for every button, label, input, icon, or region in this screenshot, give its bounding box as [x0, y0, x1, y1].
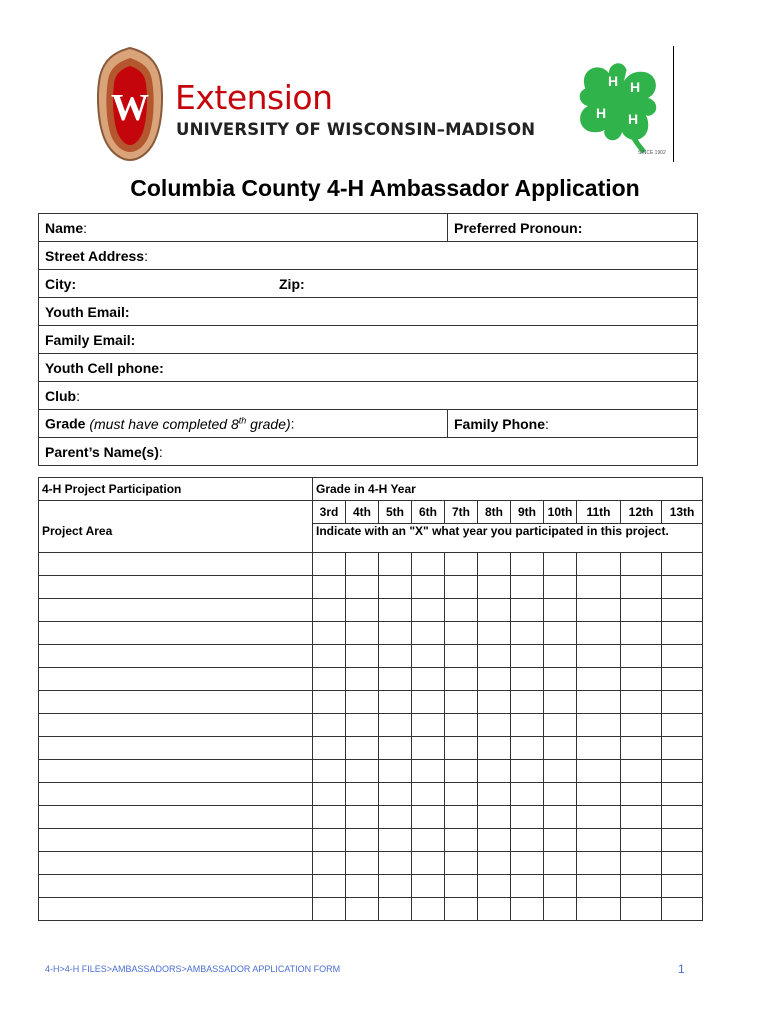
year-checkbox-cell[interactable] [662, 737, 703, 760]
year-checkbox-cell[interactable] [478, 599, 511, 622]
year-checkbox-cell[interactable] [379, 714, 412, 737]
year-checkbox-cell[interactable] [577, 668, 621, 691]
year-checkbox-cell[interactable] [445, 829, 478, 852]
project-row [39, 576, 703, 599]
year-checkbox-cell[interactable] [577, 714, 621, 737]
year-checkbox-cell[interactable] [478, 852, 511, 875]
year-checkbox-cell[interactable] [313, 806, 346, 829]
year-checkbox-cell[interactable] [412, 806, 445, 829]
project-row [39, 852, 703, 875]
year-checkbox-cell[interactable] [313, 691, 346, 714]
extension-wordmark: Extension [175, 78, 333, 117]
year-checkbox-cell[interactable] [346, 576, 379, 599]
year-checkbox-cell[interactable] [478, 760, 511, 783]
project-area-cell[interactable] [39, 829, 313, 852]
year-checkbox-cell[interactable] [478, 668, 511, 691]
project-row [39, 645, 703, 668]
year-checkbox-cell[interactable] [511, 714, 544, 737]
year-checkbox-cell[interactable] [577, 691, 621, 714]
year-checkbox-cell[interactable] [313, 714, 346, 737]
year-checkbox-cell[interactable] [412, 714, 445, 737]
year-header: 3rd [313, 501, 346, 524]
year-header: 11th [577, 501, 621, 524]
year-checkbox-cell[interactable] [621, 622, 662, 645]
year-checkbox-cell[interactable] [379, 898, 412, 921]
year-checkbox-cell[interactable] [412, 599, 445, 622]
year-checkbox-cell[interactable] [511, 898, 544, 921]
name-field[interactable]: Name: [39, 214, 448, 242]
year-checkbox-cell[interactable] [445, 783, 478, 806]
year-checkbox-cell[interactable] [662, 599, 703, 622]
year-checkbox-cell[interactable] [313, 599, 346, 622]
year-checkbox-cell[interactable] [511, 622, 544, 645]
year-checkbox-cell[interactable] [346, 852, 379, 875]
project-area-cell[interactable] [39, 668, 313, 691]
uw-crest-logo [94, 46, 166, 162]
header-divider [673, 46, 674, 162]
year-checkbox-cell[interactable] [346, 599, 379, 622]
youth-cell-field[interactable]: Youth Cell phone: [39, 354, 698, 382]
university-name: UNIVERSITY OF WISCONSIN–MADISON [176, 120, 536, 139]
year-checkbox-cell[interactable] [346, 691, 379, 714]
year-checkbox-cell[interactable] [379, 852, 412, 875]
year-checkbox-cell[interactable] [544, 599, 577, 622]
grade-field[interactable]: Grade (must have completed 8th grade): [39, 410, 448, 438]
year-checkbox-cell[interactable] [379, 760, 412, 783]
year-checkbox-cell[interactable] [445, 852, 478, 875]
year-checkbox-cell[interactable] [313, 553, 346, 576]
year-checkbox-cell[interactable] [412, 691, 445, 714]
year-checkbox-cell[interactable] [662, 645, 703, 668]
year-checkbox-cell[interactable] [478, 714, 511, 737]
year-checkbox-cell[interactable] [346, 898, 379, 921]
year-checkbox-cell[interactable] [346, 737, 379, 760]
project-row [39, 691, 703, 714]
year-checkbox-cell[interactable] [412, 668, 445, 691]
year-checkbox-cell[interactable] [577, 737, 621, 760]
year-checkbox-cell[interactable] [379, 599, 412, 622]
year-checkbox-cell[interactable] [313, 783, 346, 806]
year-checkbox-cell[interactable] [478, 645, 511, 668]
year-checkbox-cell[interactable] [511, 852, 544, 875]
4h-clover-logo [568, 52, 668, 158]
clover-since: SINCE 1902 [638, 150, 666, 156]
year-checkbox-cell[interactable] [544, 691, 577, 714]
year-checkbox-cell[interactable] [511, 599, 544, 622]
project-area-cell[interactable] [39, 576, 313, 599]
project-row [39, 714, 703, 737]
year-checkbox-cell[interactable] [379, 829, 412, 852]
year-checkbox-cell[interactable] [313, 645, 346, 668]
year-checkbox-cell[interactable] [662, 783, 703, 806]
year-checkbox-cell[interactable] [662, 760, 703, 783]
year-checkbox-cell[interactable] [313, 760, 346, 783]
year-checkbox-cell[interactable] [445, 553, 478, 576]
year-checkbox-cell[interactable] [662, 576, 703, 599]
year-checkbox-cell[interactable] [478, 691, 511, 714]
project-row [39, 622, 703, 645]
year-checkbox-cell[interactable] [412, 852, 445, 875]
year-checkbox-cell[interactable] [511, 576, 544, 599]
year-checkbox-cell[interactable] [621, 645, 662, 668]
applicant-info-table [38, 213, 698, 466]
year-checkbox-cell[interactable] [544, 829, 577, 852]
year-checkbox-cell[interactable] [478, 875, 511, 898]
project-area-cell[interactable] [39, 852, 313, 875]
year-checkbox-cell[interactable] [379, 691, 412, 714]
year-checkbox-cell[interactable] [379, 622, 412, 645]
year-checkbox-cell[interactable] [577, 760, 621, 783]
clover-letter: H [596, 105, 607, 121]
year-checkbox-cell[interactable] [511, 737, 544, 760]
year-checkbox-cell[interactable] [621, 806, 662, 829]
year-checkbox-cell[interactable] [621, 737, 662, 760]
year-checkbox-cell[interactable] [346, 668, 379, 691]
year-checkbox-cell[interactable] [621, 852, 662, 875]
year-checkbox-cell[interactable] [544, 875, 577, 898]
year-checkbox-cell[interactable] [577, 645, 621, 668]
year-checkbox-cell[interactable] [313, 875, 346, 898]
project-participation-label: 4-H Project Participation [39, 478, 313, 501]
year-checkbox-cell[interactable] [662, 806, 703, 829]
year-checkbox-cell[interactable] [621, 760, 662, 783]
year-header: 10th [544, 501, 577, 524]
project-area-cell[interactable] [39, 553, 313, 576]
year-checkbox-cell[interactable] [662, 691, 703, 714]
year-checkbox-cell[interactable] [313, 898, 346, 921]
year-checkbox-cell[interactable] [621, 576, 662, 599]
year-checkbox-cell[interactable] [621, 714, 662, 737]
parents-name-field[interactable]: Parent’s Name(s): [39, 438, 698, 466]
year-header: 13th [662, 501, 703, 524]
year-checkbox-cell[interactable] [379, 783, 412, 806]
year-checkbox-cell[interactable] [313, 852, 346, 875]
year-checkbox-cell[interactable] [445, 599, 478, 622]
year-header: 8th [478, 501, 511, 524]
year-checkbox-cell[interactable] [544, 645, 577, 668]
year-checkbox-cell[interactable] [511, 553, 544, 576]
instruction-text: Indicate with an "X" what year you participated in this project. [313, 524, 703, 553]
year-checkbox-cell[interactable] [445, 737, 478, 760]
year-checkbox-cell[interactable] [412, 783, 445, 806]
year-checkbox-cell[interactable] [412, 645, 445, 668]
year-checkbox-cell[interactable] [511, 645, 544, 668]
year-header: 4th [346, 501, 379, 524]
year-checkbox-cell[interactable] [346, 806, 379, 829]
year-checkbox-cell[interactable] [662, 622, 703, 645]
year-checkbox-cell[interactable] [544, 553, 577, 576]
year-checkbox-cell[interactable] [511, 760, 544, 783]
year-checkbox-cell[interactable] [379, 737, 412, 760]
project-area-cell[interactable] [39, 760, 313, 783]
project-area-cell[interactable] [39, 806, 313, 829]
year-checkbox-cell[interactable] [346, 622, 379, 645]
project-row [39, 760, 703, 783]
year-checkbox-cell[interactable] [621, 829, 662, 852]
year-checkbox-cell[interactable] [412, 576, 445, 599]
project-row [39, 875, 703, 898]
year-checkbox-cell[interactable] [412, 553, 445, 576]
clover-letter: H [630, 79, 641, 95]
year-checkbox-cell[interactable] [313, 622, 346, 645]
year-checkbox-cell[interactable] [511, 668, 544, 691]
year-checkbox-cell[interactable] [621, 553, 662, 576]
year-checkbox-cell[interactable] [478, 622, 511, 645]
year-checkbox-cell[interactable] [445, 645, 478, 668]
year-checkbox-cell[interactable] [478, 576, 511, 599]
year-checkbox-cell[interactable] [544, 806, 577, 829]
year-header: 7th [445, 501, 478, 524]
year-checkbox-cell[interactable] [544, 852, 577, 875]
year-checkbox-cell[interactable] [511, 806, 544, 829]
year-checkbox-cell[interactable] [346, 829, 379, 852]
year-header: 12th [621, 501, 662, 524]
project-row [39, 829, 703, 852]
page-title: Columbia County 4-H Ambassador Application [130, 175, 640, 201]
year-checkbox-cell[interactable] [511, 783, 544, 806]
grade-year-label: Grade in 4-H Year [313, 478, 703, 501]
year-checkbox-cell[interactable] [577, 553, 621, 576]
project-area-cell[interactable] [39, 691, 313, 714]
year-checkbox-cell[interactable] [346, 645, 379, 668]
year-checkbox-cell[interactable] [379, 875, 412, 898]
project-area-cell[interactable] [39, 645, 313, 668]
year-checkbox-cell[interactable] [445, 760, 478, 783]
year-checkbox-cell[interactable] [662, 553, 703, 576]
year-checkbox-cell[interactable] [662, 829, 703, 852]
year-checkbox-cell[interactable] [621, 668, 662, 691]
year-checkbox-cell[interactable] [379, 668, 412, 691]
year-checkbox-cell[interactable] [478, 737, 511, 760]
year-checkbox-cell[interactable] [379, 806, 412, 829]
year-checkbox-cell[interactable] [662, 898, 703, 921]
year-checkbox-cell[interactable] [511, 691, 544, 714]
year-checkbox-cell[interactable] [445, 576, 478, 599]
year-checkbox-cell[interactable] [313, 829, 346, 852]
year-checkbox-cell[interactable] [445, 668, 478, 691]
city-zip-field[interactable]: City: Zip: [39, 270, 698, 298]
year-checkbox-cell[interactable] [577, 898, 621, 921]
year-checkbox-cell[interactable] [313, 737, 346, 760]
year-checkbox-cell[interactable] [577, 875, 621, 898]
year-checkbox-cell[interactable] [544, 714, 577, 737]
year-checkbox-cell[interactable] [478, 553, 511, 576]
year-checkbox-cell[interactable] [412, 737, 445, 760]
year-checkbox-cell[interactable] [544, 760, 577, 783]
project-row [39, 783, 703, 806]
year-checkbox-cell[interactable] [577, 576, 621, 599]
street-address-field[interactable]: Street Address: [39, 242, 698, 270]
project-row [39, 668, 703, 691]
year-checkbox-cell[interactable] [662, 714, 703, 737]
year-checkbox-cell[interactable] [445, 622, 478, 645]
year-checkbox-cell[interactable] [379, 645, 412, 668]
year-checkbox-cell[interactable] [544, 576, 577, 599]
year-checkbox-cell[interactable] [577, 852, 621, 875]
year-checkbox-cell[interactable] [346, 783, 379, 806]
year-checkbox-cell[interactable] [478, 898, 511, 921]
clover-letter: H [608, 73, 619, 89]
year-checkbox-cell[interactable] [379, 553, 412, 576]
year-checkbox-cell[interactable] [511, 875, 544, 898]
project-area-cell[interactable] [39, 737, 313, 760]
family-phone-field[interactable]: Family Phone: [448, 410, 698, 438]
year-checkbox-cell[interactable] [379, 576, 412, 599]
year-checkbox-cell[interactable] [445, 806, 478, 829]
year-checkbox-cell[interactable] [346, 714, 379, 737]
year-checkbox-cell[interactable] [412, 875, 445, 898]
project-area-cell[interactable] [39, 783, 313, 806]
crest-letter: W [111, 87, 149, 129]
project-area-cell[interactable] [39, 875, 313, 898]
year-checkbox-cell[interactable] [544, 898, 577, 921]
year-checkbox-cell[interactable] [511, 829, 544, 852]
year-checkbox-cell[interactable] [662, 875, 703, 898]
year-checkbox-cell[interactable] [621, 599, 662, 622]
year-checkbox-cell[interactable] [621, 875, 662, 898]
year-checkbox-cell[interactable] [412, 760, 445, 783]
year-header: 9th [511, 501, 544, 524]
club-field[interactable]: Club: [39, 382, 698, 410]
project-row [39, 599, 703, 622]
year-checkbox-cell[interactable] [346, 553, 379, 576]
project-row [39, 553, 703, 576]
year-checkbox-cell[interactable] [445, 691, 478, 714]
year-checkbox-cell[interactable] [544, 668, 577, 691]
year-checkbox-cell[interactable] [478, 829, 511, 852]
year-checkbox-cell[interactable] [346, 760, 379, 783]
year-checkbox-cell[interactable] [577, 829, 621, 852]
year-checkbox-cell[interactable] [577, 783, 621, 806]
year-checkbox-cell[interactable] [577, 622, 621, 645]
year-checkbox-cell[interactable] [544, 737, 577, 760]
year-checkbox-cell[interactable] [313, 668, 346, 691]
year-checkbox-cell[interactable] [313, 576, 346, 599]
year-checkbox-cell[interactable] [621, 691, 662, 714]
year-checkbox-cell[interactable] [412, 622, 445, 645]
page-number: 1 [678, 962, 685, 976]
year-checkbox-cell[interactable] [346, 875, 379, 898]
year-checkbox-cell[interactable] [478, 783, 511, 806]
project-row [39, 806, 703, 829]
year-checkbox-cell[interactable] [445, 714, 478, 737]
project-area-cell[interactable] [39, 622, 313, 645]
year-checkbox-cell[interactable] [478, 806, 511, 829]
youth-email-field[interactable]: Youth Email: [39, 298, 698, 326]
year-checkbox-cell[interactable] [577, 599, 621, 622]
year-checkbox-cell[interactable] [544, 622, 577, 645]
family-email-field[interactable]: Family Email: [39, 326, 698, 354]
year-checkbox-cell[interactable] [412, 898, 445, 921]
project-area-cell[interactable] [39, 714, 313, 737]
year-checkbox-cell[interactable] [412, 829, 445, 852]
project-area-label: Project Area [39, 524, 313, 553]
year-checkbox-cell[interactable] [621, 898, 662, 921]
year-checkbox-cell[interactable] [621, 783, 662, 806]
year-checkbox-cell[interactable] [662, 668, 703, 691]
preferred-pronoun-field[interactable]: Preferred Pronoun: [448, 214, 698, 242]
year-header: 5th [379, 501, 412, 524]
year-checkbox-cell[interactable] [544, 783, 577, 806]
footer-path: 4-H>4-H FILES>AMBASSADORS>AMBASSADOR APPLICATION FORM [45, 964, 341, 974]
year-checkbox-cell[interactable] [662, 852, 703, 875]
year-checkbox-cell[interactable] [445, 875, 478, 898]
year-header: 6th [412, 501, 445, 524]
project-participation-table [38, 477, 703, 921]
year-checkbox-cell[interactable] [445, 898, 478, 921]
project-area-cell[interactable] [39, 599, 313, 622]
year-checkbox-cell[interactable] [577, 806, 621, 829]
project-row [39, 737, 703, 760]
clover-letter: H [628, 111, 639, 127]
project-area-cell[interactable] [39, 898, 313, 921]
project-row [39, 898, 703, 921]
